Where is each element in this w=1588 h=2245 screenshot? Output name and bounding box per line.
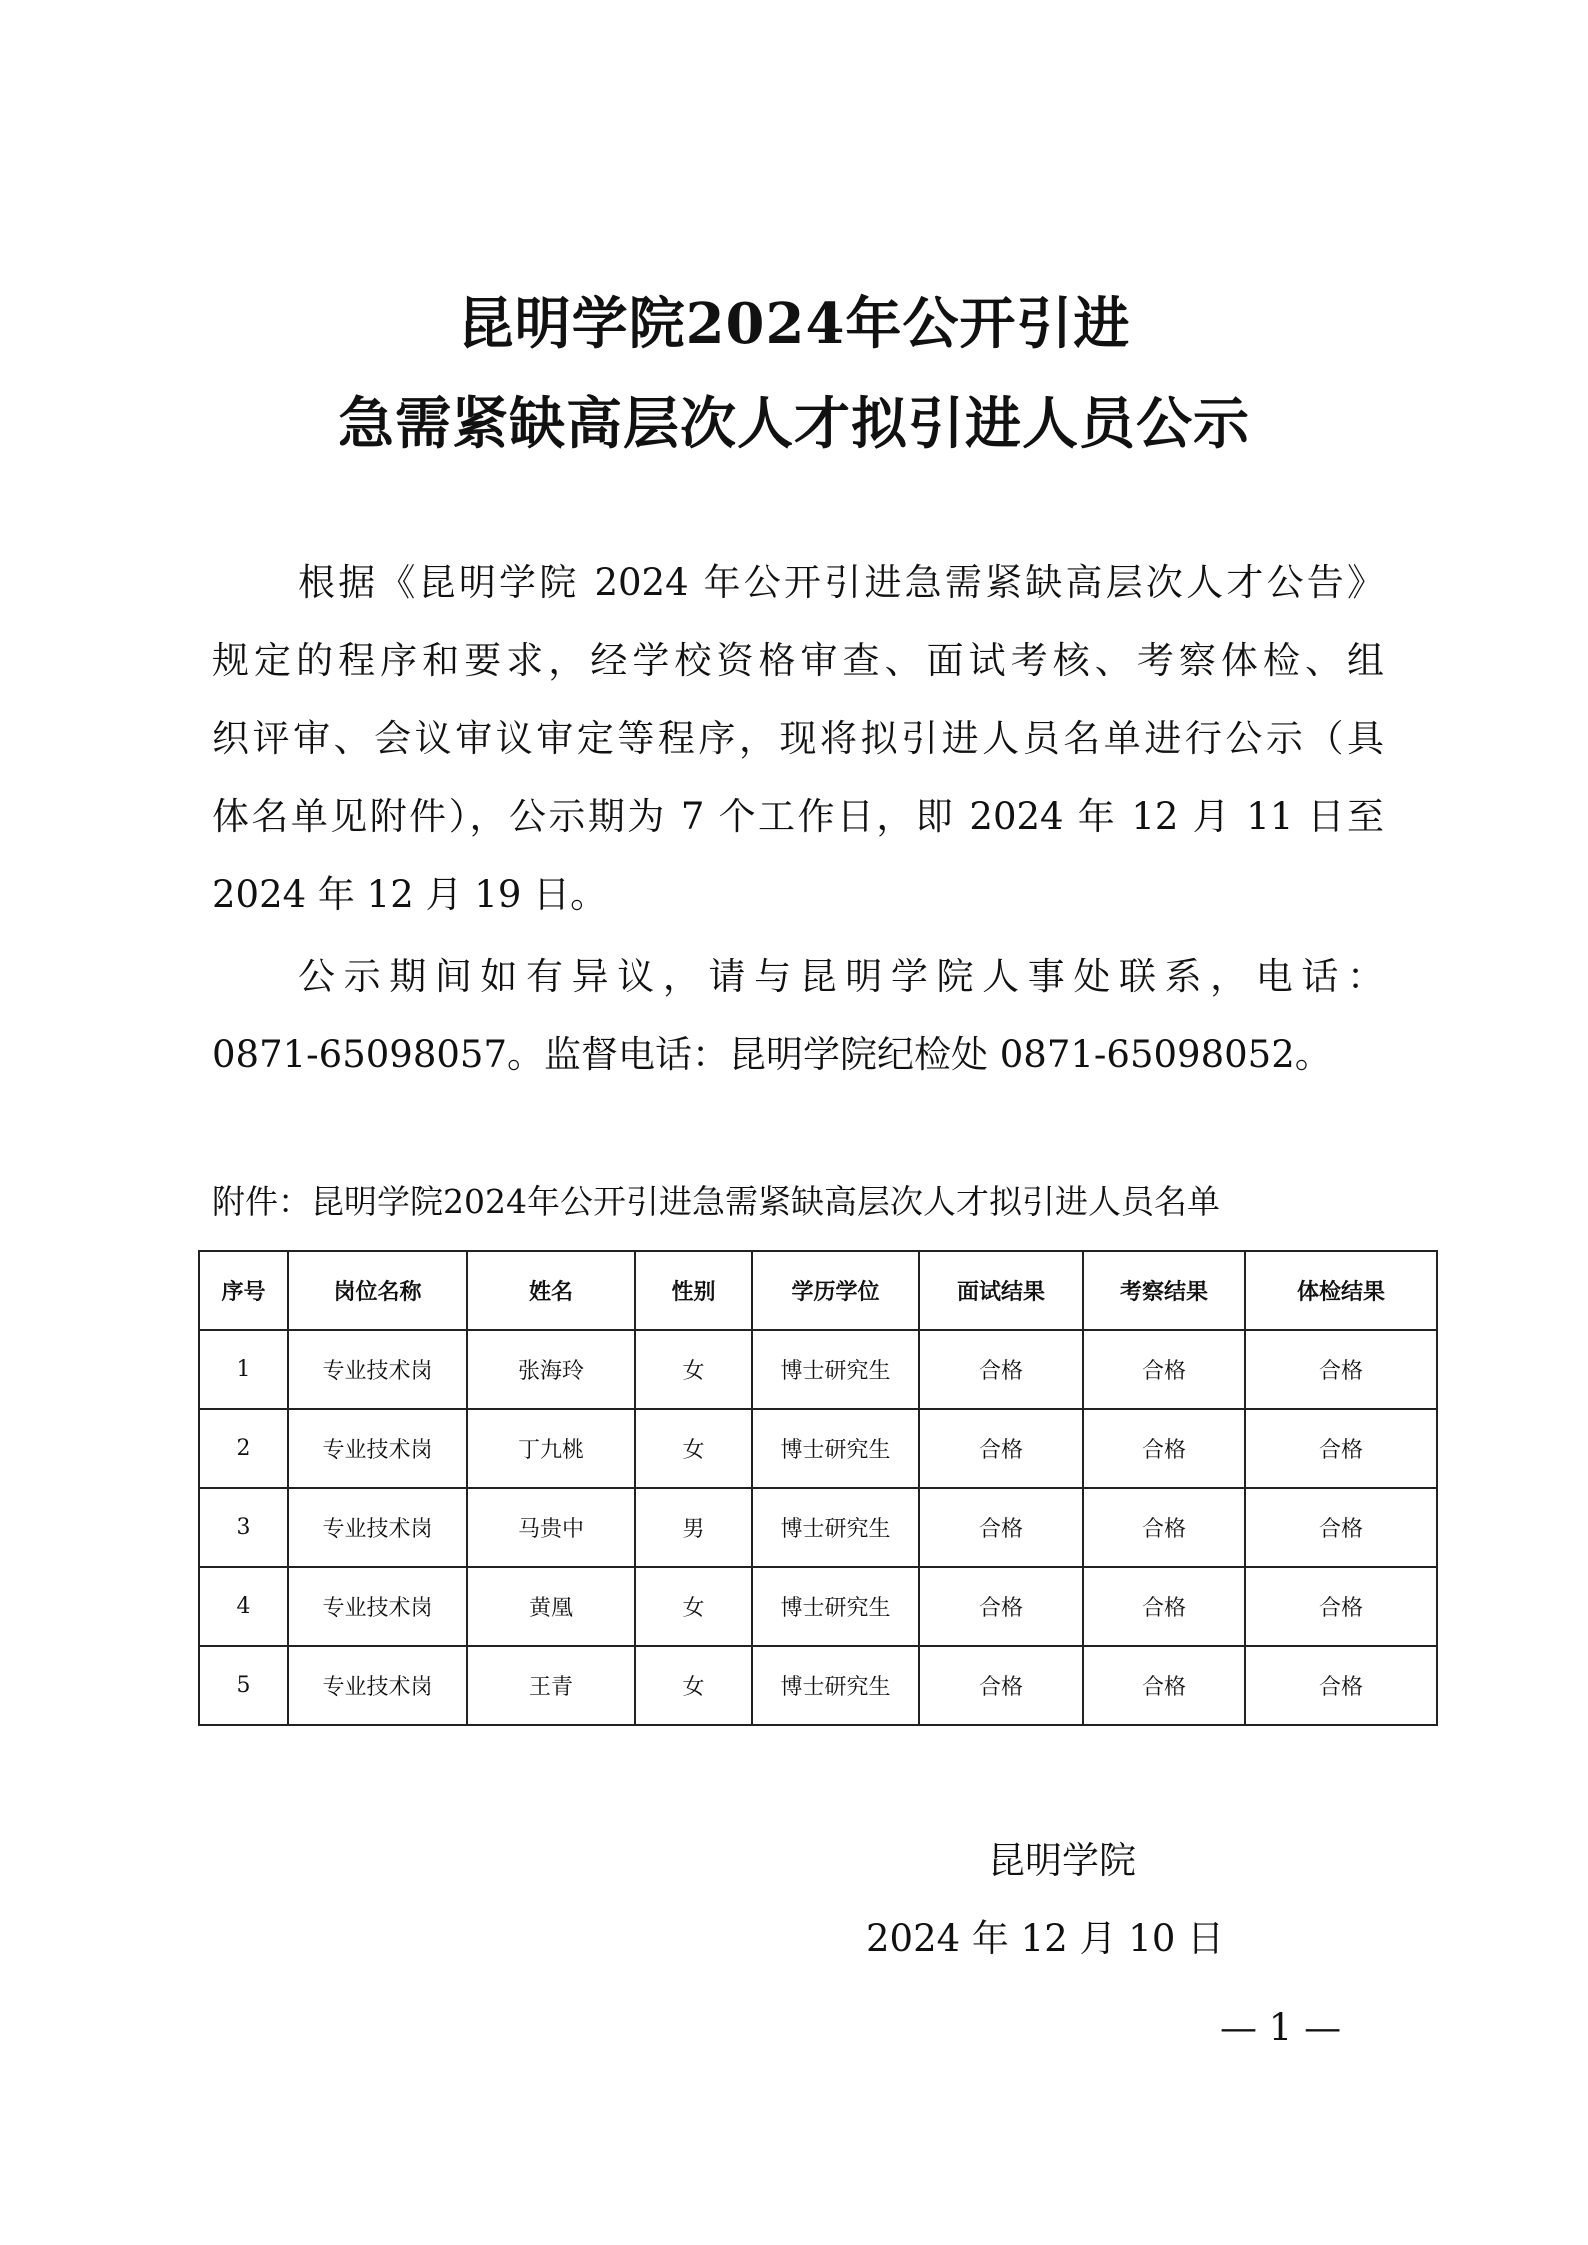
cell-degree: 博士研究生 [752, 1330, 919, 1409]
header-interview-result: 面试结果 [919, 1251, 1083, 1330]
header-inspection-result: 考察结果 [1083, 1251, 1245, 1330]
attachment-label: 附件：昆明学院2024年公开引进急需紧缺高层次人才拟引进人员名单 [212, 1182, 1220, 1221]
cell-position: 专业技术岗 [288, 1567, 467, 1646]
cell-gender: 女 [635, 1330, 752, 1409]
cell-interview-result: 合格 [919, 1409, 1083, 1488]
header-position: 岗位名称 [288, 1251, 467, 1330]
cell-medical-result: 合格 [1245, 1330, 1437, 1409]
personnel-table [198, 1250, 1438, 1726]
cell-inspection-result: 合格 [1083, 1330, 1245, 1409]
cell-position: 专业技术岗 [288, 1409, 467, 1488]
header-degree: 学历学位 [752, 1251, 919, 1330]
cell-position: 专业技术岗 [288, 1330, 467, 1409]
cell-position: 专业技术岗 [288, 1646, 467, 1725]
cell-position: 专业技术岗 [288, 1488, 467, 1567]
cell-degree: 博士研究生 [752, 1646, 919, 1725]
paragraph-1-line-1: 根据《昆明学院 2024 年公开引进急需紧缺高层次人才公告》 [298, 561, 1384, 604]
document-title-line-2: 急需紧缺高层次人才拟引进人员公示 [338, 391, 1250, 457]
table-row [199, 1488, 1437, 1567]
header-seq: 序号 [199, 1251, 288, 1330]
header-medical-result: 体检结果 [1245, 1251, 1437, 1330]
paragraph-1-line-2: 规定的程序和要求，经学校资格审查、面试考核、考察体检、组 [212, 639, 1384, 682]
paragraph-2-line-1: 公示期间如有异议，请与昆明学院人事处联系，电话： [298, 955, 1384, 998]
cell-gender: 女 [635, 1646, 752, 1725]
cell-inspection-result: 合格 [1083, 1567, 1245, 1646]
cell-medical-result: 合格 [1245, 1488, 1437, 1567]
cell-gender: 女 [635, 1409, 752, 1488]
cell-name: 丁九桃 [467, 1409, 635, 1488]
cell-inspection-result: 合格 [1083, 1488, 1245, 1567]
cell-degree: 博士研究生 [752, 1488, 919, 1567]
cell-gender: 男 [635, 1488, 752, 1567]
cell-medical-result: 合格 [1245, 1409, 1437, 1488]
header-name: 姓名 [467, 1251, 635, 1330]
paragraph-2-line-2: 0871-65098057。监督电话：昆明学院纪检处 0871-65098052。 [212, 1033, 1332, 1076]
cell-seq: 5 [199, 1646, 288, 1725]
cell-medical-result: 合格 [1245, 1646, 1437, 1725]
cell-interview-result: 合格 [919, 1330, 1083, 1409]
paragraph-1-line-4: 体名单见附件），公示期为 7 个工作日，即 2024 年 12 月 11 日至 [212, 795, 1384, 838]
document-title-line-1: 昆明学院2024年公开引进 [457, 291, 1131, 357]
paragraph-1-line-5: 2024 年 12 月 19 日。 [212, 873, 608, 916]
cell-name: 黄凰 [467, 1567, 635, 1646]
table-header-row [199, 1251, 1437, 1330]
cell-gender: 女 [635, 1567, 752, 1646]
cell-seq: 4 [199, 1567, 288, 1646]
cell-inspection-result: 合格 [1083, 1409, 1245, 1488]
cell-degree: 博士研究生 [752, 1567, 919, 1646]
cell-seq: 2 [199, 1409, 288, 1488]
header-gender: 性别 [635, 1251, 752, 1330]
table-row [199, 1409, 1437, 1488]
cell-inspection-result: 合格 [1083, 1646, 1245, 1725]
cell-seq: 3 [199, 1488, 288, 1567]
table-row [199, 1567, 1437, 1646]
cell-name: 张海玲 [467, 1330, 635, 1409]
cell-interview-result: 合格 [919, 1567, 1083, 1646]
cell-interview-result: 合格 [919, 1488, 1083, 1567]
table-row [199, 1330, 1437, 1409]
signature-organization: 昆明学院 [988, 1839, 1136, 1882]
cell-degree: 博士研究生 [752, 1409, 919, 1488]
cell-name: 马贵中 [467, 1488, 635, 1567]
cell-medical-result: 合格 [1245, 1567, 1437, 1646]
cell-interview-result: 合格 [919, 1646, 1083, 1725]
table-row [199, 1646, 1437, 1725]
cell-name: 王青 [467, 1646, 635, 1725]
signature-date: 2024 年 12 月 10 日 [866, 1917, 1225, 1960]
cell-seq: 1 [199, 1330, 288, 1409]
page-number: — 1 — [1220, 2006, 1342, 2049]
paragraph-1-line-3: 织评审、会议审议审定等程序，现将拟引进人员名单进行公示（具 [212, 717, 1384, 760]
